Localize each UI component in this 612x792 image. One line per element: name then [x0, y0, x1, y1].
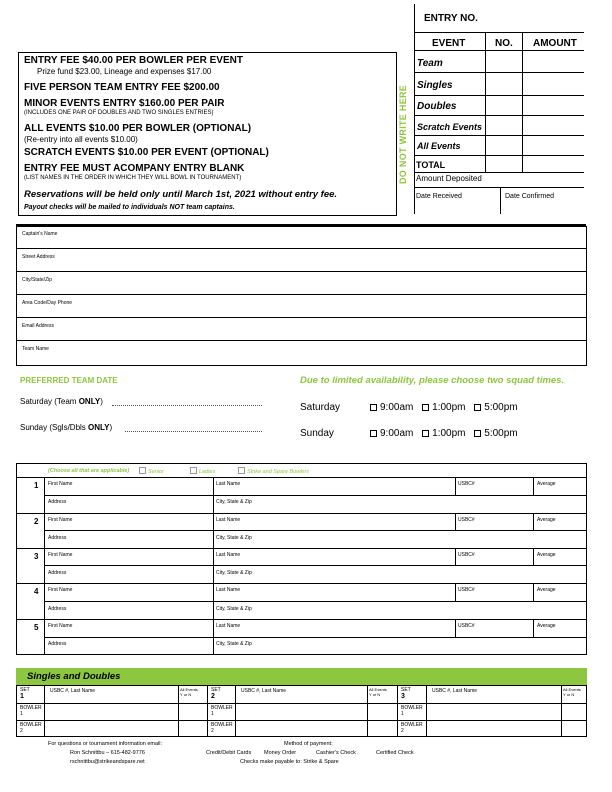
address-field[interactable]: Address [48, 641, 67, 647]
email-address-field[interactable]: Email Address [22, 323, 54, 329]
sun-9am-option[interactable] [370, 428, 413, 439]
address-field[interactable]: Address [48, 570, 67, 576]
captain-name-field[interactable]: Captain's Name [22, 231, 58, 237]
address-field[interactable]: Address [48, 606, 67, 612]
method-certified-check: Certified Check [376, 750, 414, 756]
sat-5pm-label: 5:00pm [484, 402, 518, 413]
usbc-field[interactable]: USBC# [458, 517, 475, 523]
sat-9am-label: 9:00am [380, 402, 414, 413]
saturday-only-text: ONLY [78, 397, 101, 406]
set-label: SET [401, 687, 411, 693]
entry-fee-line: ENTRY FEE $40.00 PER BOWLER PER EVENT [24, 55, 243, 66]
checkbox-icon[interactable] [474, 404, 481, 411]
sunday-pref-label [20, 423, 112, 432]
saturday-pref-label [20, 397, 103, 406]
sun-5pm-label: 5:00pm [484, 428, 518, 439]
event-team: Team [417, 58, 443, 69]
all-events-label: All Events [369, 687, 387, 692]
address-field[interactable]: Address [48, 535, 67, 541]
minor-events-line: MINOR EVENTS ENTRY $160.00 PER PAIR [24, 98, 225, 109]
strike-spare-option[interactable] [238, 467, 309, 475]
ladies-label: Ladies [199, 469, 216, 475]
total-label: TOTAL [416, 160, 446, 170]
method-credit-debit: Credit/Debit Cards [206, 750, 252, 756]
city-state-zip-field[interactable]: City, State & Zip [216, 535, 252, 541]
payout-line: Payout checks will be mailed to individuals NOT team captains. [24, 204, 235, 211]
y-or-n-label: Y or N [563, 692, 575, 697]
usbc-last-name-label: USBC #, Last Name [50, 688, 96, 694]
day-phone-field[interactable]: Area Code/Day Phone [22, 300, 73, 306]
method-money-order: Money Order [264, 750, 297, 756]
sunday-times [370, 428, 518, 439]
senior-label: Senior [148, 469, 164, 475]
event-all: All Events [417, 141, 461, 151]
checkbox-icon[interactable] [370, 404, 377, 411]
usbc-last-name-label: USBC #, Last Name [432, 688, 478, 694]
sat-1pm-option[interactable] [422, 402, 465, 413]
event-scratch: Scratch Events [417, 122, 483, 132]
col-no-header: NO. [495, 38, 513, 49]
sunday-label: Sunday [300, 428, 334, 439]
checkbox-icon[interactable] [474, 430, 481, 437]
address-field[interactable]: Address [48, 499, 67, 505]
set-label: SET [211, 687, 221, 693]
first-name-field[interactable]: First Name [48, 623, 73, 629]
team-name-field[interactable]: Team Name [22, 346, 49, 352]
saturday-pref-line[interactable] [112, 405, 262, 406]
questions-text: For questions or tournament information email: [48, 741, 163, 747]
sat-9am-option[interactable] [370, 402, 413, 413]
saturday-pref-text: Saturday (Team [20, 397, 79, 406]
y-or-n-label: Y or N [369, 692, 381, 697]
list-names-line: (LIST NAMES IN THE ORDER IN WHICH THEY WILL BOWL IN TOURNAMENT) [24, 175, 242, 181]
bowler-label: BOWLER [401, 705, 423, 711]
col-event-header: EVENT [432, 38, 466, 49]
event-doubles: Doubles [417, 101, 457, 112]
average-field[interactable]: Average [537, 552, 556, 558]
average-field[interactable]: Average [537, 623, 556, 629]
usbc-field[interactable]: USBC# [458, 552, 475, 558]
last-name-field[interactable]: Last Name [216, 552, 241, 558]
checkbox-icon[interactable] [422, 430, 429, 437]
city-state-zip-field[interactable]: City/State/Zip [22, 277, 53, 283]
bowler-label: BOWLER [211, 705, 233, 711]
contact-text: Ron Schnittbu – 615-482-9776 [70, 750, 145, 756]
limited-availability-note: Due to limited availability, please choose two squad times. [300, 375, 565, 386]
date-confirmed-label: Date Confirmed [505, 193, 555, 200]
col-amount-header: AMOUNT [533, 38, 577, 49]
usbc-last-name-label: USBC #, Last Name [241, 688, 287, 694]
city-state-zip-field[interactable]: City, State & Zip [216, 570, 252, 576]
usbc-field[interactable]: USBC# [458, 623, 475, 629]
average-field[interactable]: Average [537, 587, 556, 593]
bowler-number: 2 [34, 517, 39, 526]
payment-method-label: Method of payment: [284, 741, 333, 747]
strike-spare-label: Strike and Spare Bowlers [247, 469, 310, 475]
scratch-events-line: SCRATCH EVENTS $10.00 PER EVENT (OPTIONAL) [24, 147, 269, 158]
payable-to-text: Checks make payable to: Strike & Spare [240, 759, 339, 765]
bowler-label: BOWLER [211, 722, 233, 728]
first-name-field[interactable]: First Name [48, 517, 73, 523]
bowler-number: 2 [211, 728, 214, 734]
set-number: 3 [401, 693, 405, 700]
five-person-line: FIVE PERSON TEAM ENTRY FEE $200.00 [24, 82, 220, 93]
bowler-number: 1 [20, 711, 23, 717]
bowler-number: 5 [34, 623, 39, 632]
city-state-zip-field[interactable]: City, State & Zip [216, 641, 252, 647]
street-address-field[interactable]: Street Address [22, 254, 55, 260]
sunday-close-text: ) [109, 423, 113, 432]
senior-option[interactable] [139, 467, 164, 475]
last-name-field[interactable]: Last Name [216, 587, 241, 593]
checkbox-icon[interactable] [238, 467, 245, 474]
checkbox-icon[interactable] [422, 404, 429, 411]
date-received-label: Date Received [416, 193, 462, 200]
must-accompany-line: ENTRY FEE MUST ACOMPANY ENTRY BLANK [24, 163, 245, 174]
saturday-close-text: ) [100, 397, 103, 406]
event-singles: Singles [417, 80, 453, 91]
bowler-number: 1 [211, 711, 214, 717]
set-number: 2 [211, 693, 215, 700]
bowler-number: 3 [34, 552, 39, 561]
entry-no-label: ENTRY NO. [424, 13, 478, 24]
bowler-label: BOWLER [20, 705, 42, 711]
sun-1pm-option[interactable] [422, 428, 465, 439]
bowler-label: BOWLER [401, 722, 423, 728]
sun-1pm-label: 1:00pm [432, 428, 466, 439]
city-state-zip-field[interactable]: City, State & Zip [216, 499, 252, 505]
ladies-option[interactable] [190, 467, 215, 475]
sunday-only-text: ONLY [88, 423, 110, 432]
bowler-number: 2 [401, 728, 404, 734]
amount-deposited-label: Amount Deposited [416, 174, 482, 183]
saturday-label: Saturday [300, 402, 341, 413]
method-cashiers-check: Cashier's Check [316, 750, 356, 756]
sunday-pref-line[interactable] [125, 431, 262, 432]
singles-doubles-title: Singles and Doubles [27, 671, 121, 682]
minor-note-line: (INCLUDES ONE PAIR OF DOUBLES AND TWO SINGLES ENTRIES) [24, 110, 214, 116]
first-name-field[interactable]: First Name [48, 481, 73, 487]
usbc-field[interactable]: USBC# [458, 587, 475, 593]
preferred-team-date-label: PREFERRED TEAM DATE [20, 376, 118, 385]
all-events-label: All Events [563, 687, 581, 692]
city-state-zip-field[interactable]: City, State & Zip [216, 606, 252, 612]
set-label: SET [20, 687, 30, 693]
choose-applicable-label: (Choose all that are applicable) [48, 468, 130, 474]
first-name-field[interactable]: First Name [48, 552, 73, 558]
all-events-label: All Events [180, 687, 198, 692]
do-not-write-label: DO NOT WRITE HERE [398, 84, 408, 184]
y-or-n-label: Y or N [180, 692, 192, 697]
reentry-line: (Re-entry into all events $10.00) [24, 135, 138, 144]
sat-5pm-option[interactable] [474, 402, 517, 413]
average-field[interactable]: Average [537, 517, 556, 523]
sun-5pm-option[interactable] [474, 428, 517, 439]
sat-1pm-label: 1:00pm [432, 402, 466, 413]
checkbox-icon[interactable] [370, 430, 377, 437]
contact-email-link[interactable]: rschnittbu@strikeandspare.net [70, 759, 145, 765]
set-number: 1 [20, 693, 24, 700]
last-name-field[interactable]: Last Name [216, 517, 241, 523]
sunday-pref-text: Sunday (Sgls/Dbls [20, 423, 89, 432]
saturday-times [370, 402, 518, 413]
prize-fund-line: Prize fund $23.00, Lineage and expenses $17.00 [37, 67, 212, 76]
bowler-label: BOWLER [20, 722, 42, 728]
first-name-field[interactable]: First Name [48, 587, 73, 593]
checkbox-icon[interactable] [190, 467, 197, 474]
average-field[interactable]: Average [537, 481, 556, 487]
bowler-number: 2 [20, 728, 23, 734]
sun-9am-label: 9:00am [380, 428, 414, 439]
usbc-field[interactable]: USBC# [458, 481, 475, 487]
bowler-number: 4 [34, 587, 39, 596]
bowler-number: 1 [34, 481, 39, 490]
all-events-line: ALL EVENTS $10.00 PER BOWLER (OPTIONAL) [24, 123, 252, 134]
last-name-field[interactable]: Last Name [216, 481, 241, 487]
reservations-line: Reservations will be held only until March 1st, 2021 without entry fee. [24, 189, 338, 200]
last-name-field[interactable]: Last Name [216, 623, 241, 629]
checkbox-icon[interactable] [139, 467, 146, 474]
bowler-number: 1 [401, 711, 404, 717]
